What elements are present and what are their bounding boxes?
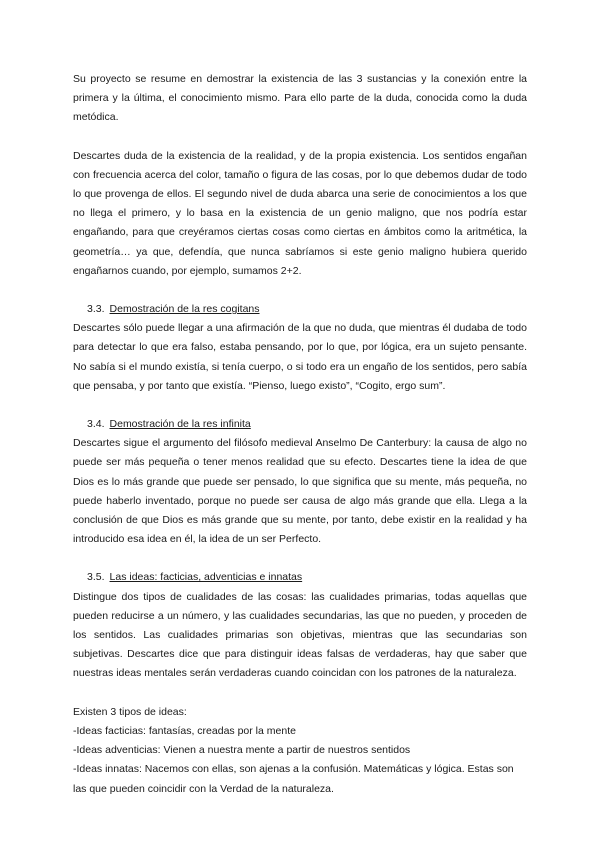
- paragraph-gap: [73, 549, 527, 568]
- res-infinita-paragraph: Descartes sigue el argumento del filósofo medieval Anselmo De Canterbury: la causa de algo no puede ser más pequeña o tener menos realidad que su efecto. Descartes tiene la idea de que Dios es lo más grande que puede ser pensado, lo que significa que su mente, más pequeña, no puede haberlo inventado, porque no puede ser causa de algo más grande que ella. Llega a la conclusión de que Dios es más grande que su mente, por tanto, debe existir en la realidad y ha introducido esa idea en él, la idea de un ser Perfecto.: [73, 437, 527, 546]
- paragraph-gap: [73, 396, 527, 415]
- paragraph-gap: [73, 684, 527, 703]
- paragraph-gap: [73, 128, 527, 147]
- doubt-paragraph: Descartes duda de la existencia de la realidad, y de la propia existencia. Los sentidos engañan con frecuencia acerca del color, tamaño o figura de las cosas, por lo que debemos dudar de todo lo que provenga de ellos. El segundo nivel de duda abarca una serie de conocimientos a los que no llega el primero, y lo basa en la existencia de un genio maligno, que nos podría estar engañando, para que creyéramos ciertas cosas como ciertas en ámbitos como la aritmética, la geometría… ya que, defendía, que nunca sabríamos si este genio maligno hubiera querido engañarnos cuando, por ejemplo, sumamos 2+2.: [73, 149, 527, 277]
- section-title: Las ideas: facticias, adventicias e innatas: [109, 571, 303, 584]
- section-title: Demostración de la res cogitans: [109, 303, 260, 316]
- list-item: -Ideas facticias: fantasías, creadas por la mente: [73, 724, 296, 737]
- section-number: 3.5.: [87, 571, 105, 584]
- intro-paragraph: Su proyecto se resume en demostrar la existencia de las 3 sustancias y la conexión entre la primera y la última, el conocimiento mismo. Para ello parte de la duda, conocida como la duda metódica.: [73, 73, 527, 124]
- paragraph-gap: [73, 281, 527, 300]
- section-title: Demostración de la res infinita: [109, 418, 251, 431]
- ideas-paragraph: Distingue dos tipos de cualidades de las cosas: las cualidades primarias, todas aquellas que pueden reducirse a un número, y las cualidades secundarias, las que no pueden, y proceden de los sentidos. Las cualidades primarias son objetivas, mientras que las secundarias son subjetivas. Descartes dice que para distinguir ideas falsas de verdaderas, hay que saber que nuestras ideas mentales serán verdaderas cuando coincidan con los patrones de la naturaleza.: [73, 590, 527, 680]
- list-item: -Ideas innatas: Nacemos con ellas, son ajenas a la confusión. Matemáticas y lógica. Estas son las que pueden coincidir con la Verdad de la naturaleza.: [73, 763, 514, 795]
- res-cogitans-paragraph: Descartes sólo puede llegar a una afirmación de la que no duda, que mientras él dudaba de todo para detectar lo que era falso, estaba pensando, por lo que, por lógica, era un sujeto pensante. No sabía si el mundo existía, si tenía cuerpo, o si todo era un engaño de los sentidos, pero sabía que pensaba, y por tanto que existía. “Pienso, luego existo”, “Cogito, ergo sum”.: [73, 322, 527, 392]
- section-heading-ideas: [73, 568, 527, 587]
- section-number: 3.3.: [87, 303, 105, 316]
- section-heading-res-cogitans: [73, 300, 527, 319]
- section-number: 3.4.: [87, 418, 105, 431]
- section-heading-res-infinita: [73, 415, 527, 434]
- ideas-list-intro: Existen 3 tipos de ideas:: [73, 705, 187, 718]
- list-item: -Ideas adventicias: Vienen a nuestra mente a partir de nuestros sentidos: [73, 744, 411, 757]
